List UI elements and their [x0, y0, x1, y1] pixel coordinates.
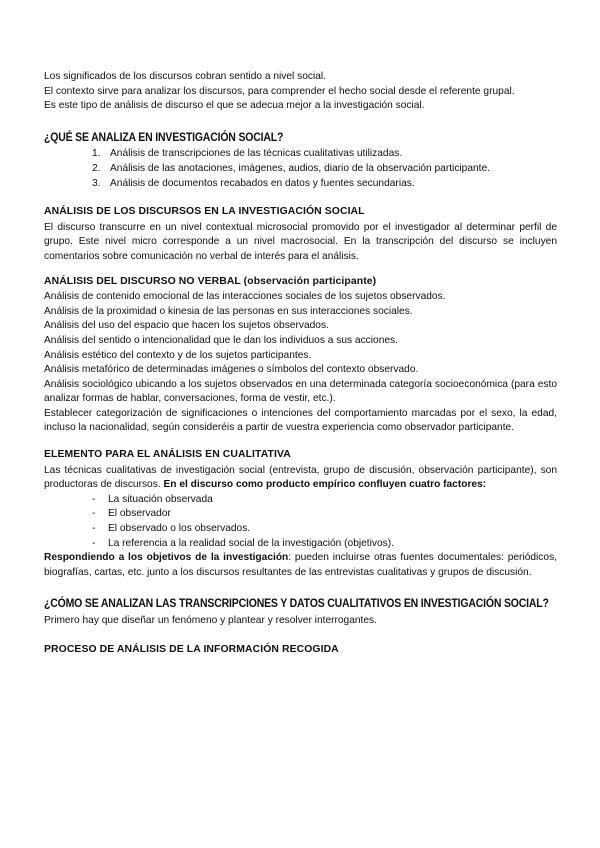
section-body [44, 464, 557, 493]
analysis-line: Análisis del sentido o intencionalidad que le dan los individuos a sus acciones. [44, 334, 398, 346]
list-number: 3. [92, 177, 101, 189]
analysis-paragraph: Establecer categorización de significaciones o intenciones del comportamiento marcadas por el sexo, la edad, incluso la nacionalidad, según consideréis a partir de vuestra experiencia como observador participante. [44, 407, 557, 434]
dash-bullet: - [92, 493, 96, 505]
section-heading-proceso: PROCESO DE ANÁLISIS DE LA INFORMACIÓN RECOGIDA [44, 643, 339, 655]
intro-line: Los significados de los discursos cobran sentido a nivel social. [44, 71, 327, 82]
numbered-list [44, 147, 557, 191]
section-body: Primero hay que diseñar un fenómeno y plantear y resolver interrogantes. [44, 615, 377, 626]
section-closing [44, 551, 557, 580]
analysis-line: Análisis del uso del espacio que hacen los sujetos observados. [44, 320, 329, 332]
list-item-text: Análisis de transcripciones de las técnicas cualitativas utilizadas. [110, 148, 403, 160]
dash-list [44, 493, 557, 551]
dash-bullet: - [92, 537, 96, 549]
dash-bullet: - [92, 523, 96, 535]
body-bold: En el discurso como producto empírico confluyen cuatro factores: [163, 479, 487, 491]
closing-plain: : pueden incluirse otras fuentes documentales: periódicos, biografías, cartas, etc. junto a los discursos resultantes de las entrevistas cualitativas y grupos de discusión. [44, 552, 557, 578]
intro-line: Es este tipo de análisis de discurso el que se adecua mejor a la investigación social. [44, 100, 425, 112]
list-item-text: La situación observada [108, 493, 213, 505]
list-item-text: Análisis de las anotaciones, imágenes, audios, diario de la observación participante. [110, 162, 490, 174]
body-plain: Las técnicas cualitativas de investigación social (entrevista, grupo de discusión, observación participante), son productoras de discursos. [44, 464, 557, 491]
analysis-line: Análisis de contenido emocional de las interacciones sociales de los sujetos observados. [44, 291, 446, 303]
list-item [44, 493, 557, 508]
no-verbal-list [44, 290, 557, 436]
analysis-line: Análisis metafórico de determinadas imágenes o símbolos del contexto observado. [44, 364, 419, 376]
list-item-text: El observador [108, 508, 171, 520]
analysis-paragraph: Análisis sociológico ubicando a los sujetos observados en una determinada categoría socioeconómica (para esto analizar formas de hablar, conversaciones, forma de vestir, etc.). [44, 378, 557, 405]
list-item [44, 507, 557, 522]
section-heading-que-se-analiza: ¿QUÉ SE ANALIZA EN INVESTIGACIÓN SOCIAL? [44, 129, 284, 144]
list-number: 1. [92, 148, 101, 160]
section-heading-elemento: ELEMENTO PARA EL ANÁLISIS EN CUALITATIVA [44, 449, 291, 461]
list-item [44, 522, 557, 537]
list-item [44, 162, 557, 177]
list-item-text: Análisis de documentos recabados en datos y fuentes secundarias. [110, 177, 415, 189]
intro-line: El contexto sirve para analizar los discursos, para comprender el hecho social desde el referente grupal. [44, 85, 515, 97]
list-item [44, 537, 557, 552]
list-item [44, 147, 557, 162]
list-number: 2. [92, 162, 101, 174]
section-heading-no-verbal: ANÁLISIS DEL DISCURSO NO VERBAL (observación participante) [44, 275, 377, 287]
analysis-line: Análisis estético del contexto y de los sujetos participantes. [44, 349, 312, 361]
analysis-line: Análisis de la proximidad o kinesia de las personas en sus interacciones sociales. [44, 305, 413, 317]
list-item [44, 177, 557, 192]
list-item-text: La referencia a la realidad social de la investigación (objetivos). [108, 537, 394, 549]
section-heading-analisis-discursos: ANÁLISIS DE LOS DISCURSOS EN LA INVESTIGACIÓN SOCIAL [44, 206, 365, 218]
section-heading-como-se-analizan: ¿CÓMO SE ANALIZAN LAS TRANSCRIPCIONES Y DATOS CUALITATIVOS EN INVESTIGACIÓN SOCIAL? [44, 596, 549, 611]
dash-bullet: - [92, 508, 96, 520]
section-body: El discurso transcurre en un nivel contextual microsocial promovido por el investigador al determinar perfil de grupo. Este nivel micro corresponde a un nivel macrosocial. En la transcripción del discurso se incluyen comentarios sobre comunicación no verbal de interés para el análisis. [44, 221, 557, 262]
intro [44, 70, 557, 114]
closing-bold: Respondiendo a los objetivos de la investigación [44, 552, 289, 564]
document-page [44, 70, 557, 658]
list-item-text: El observado o los observados. [108, 523, 251, 535]
